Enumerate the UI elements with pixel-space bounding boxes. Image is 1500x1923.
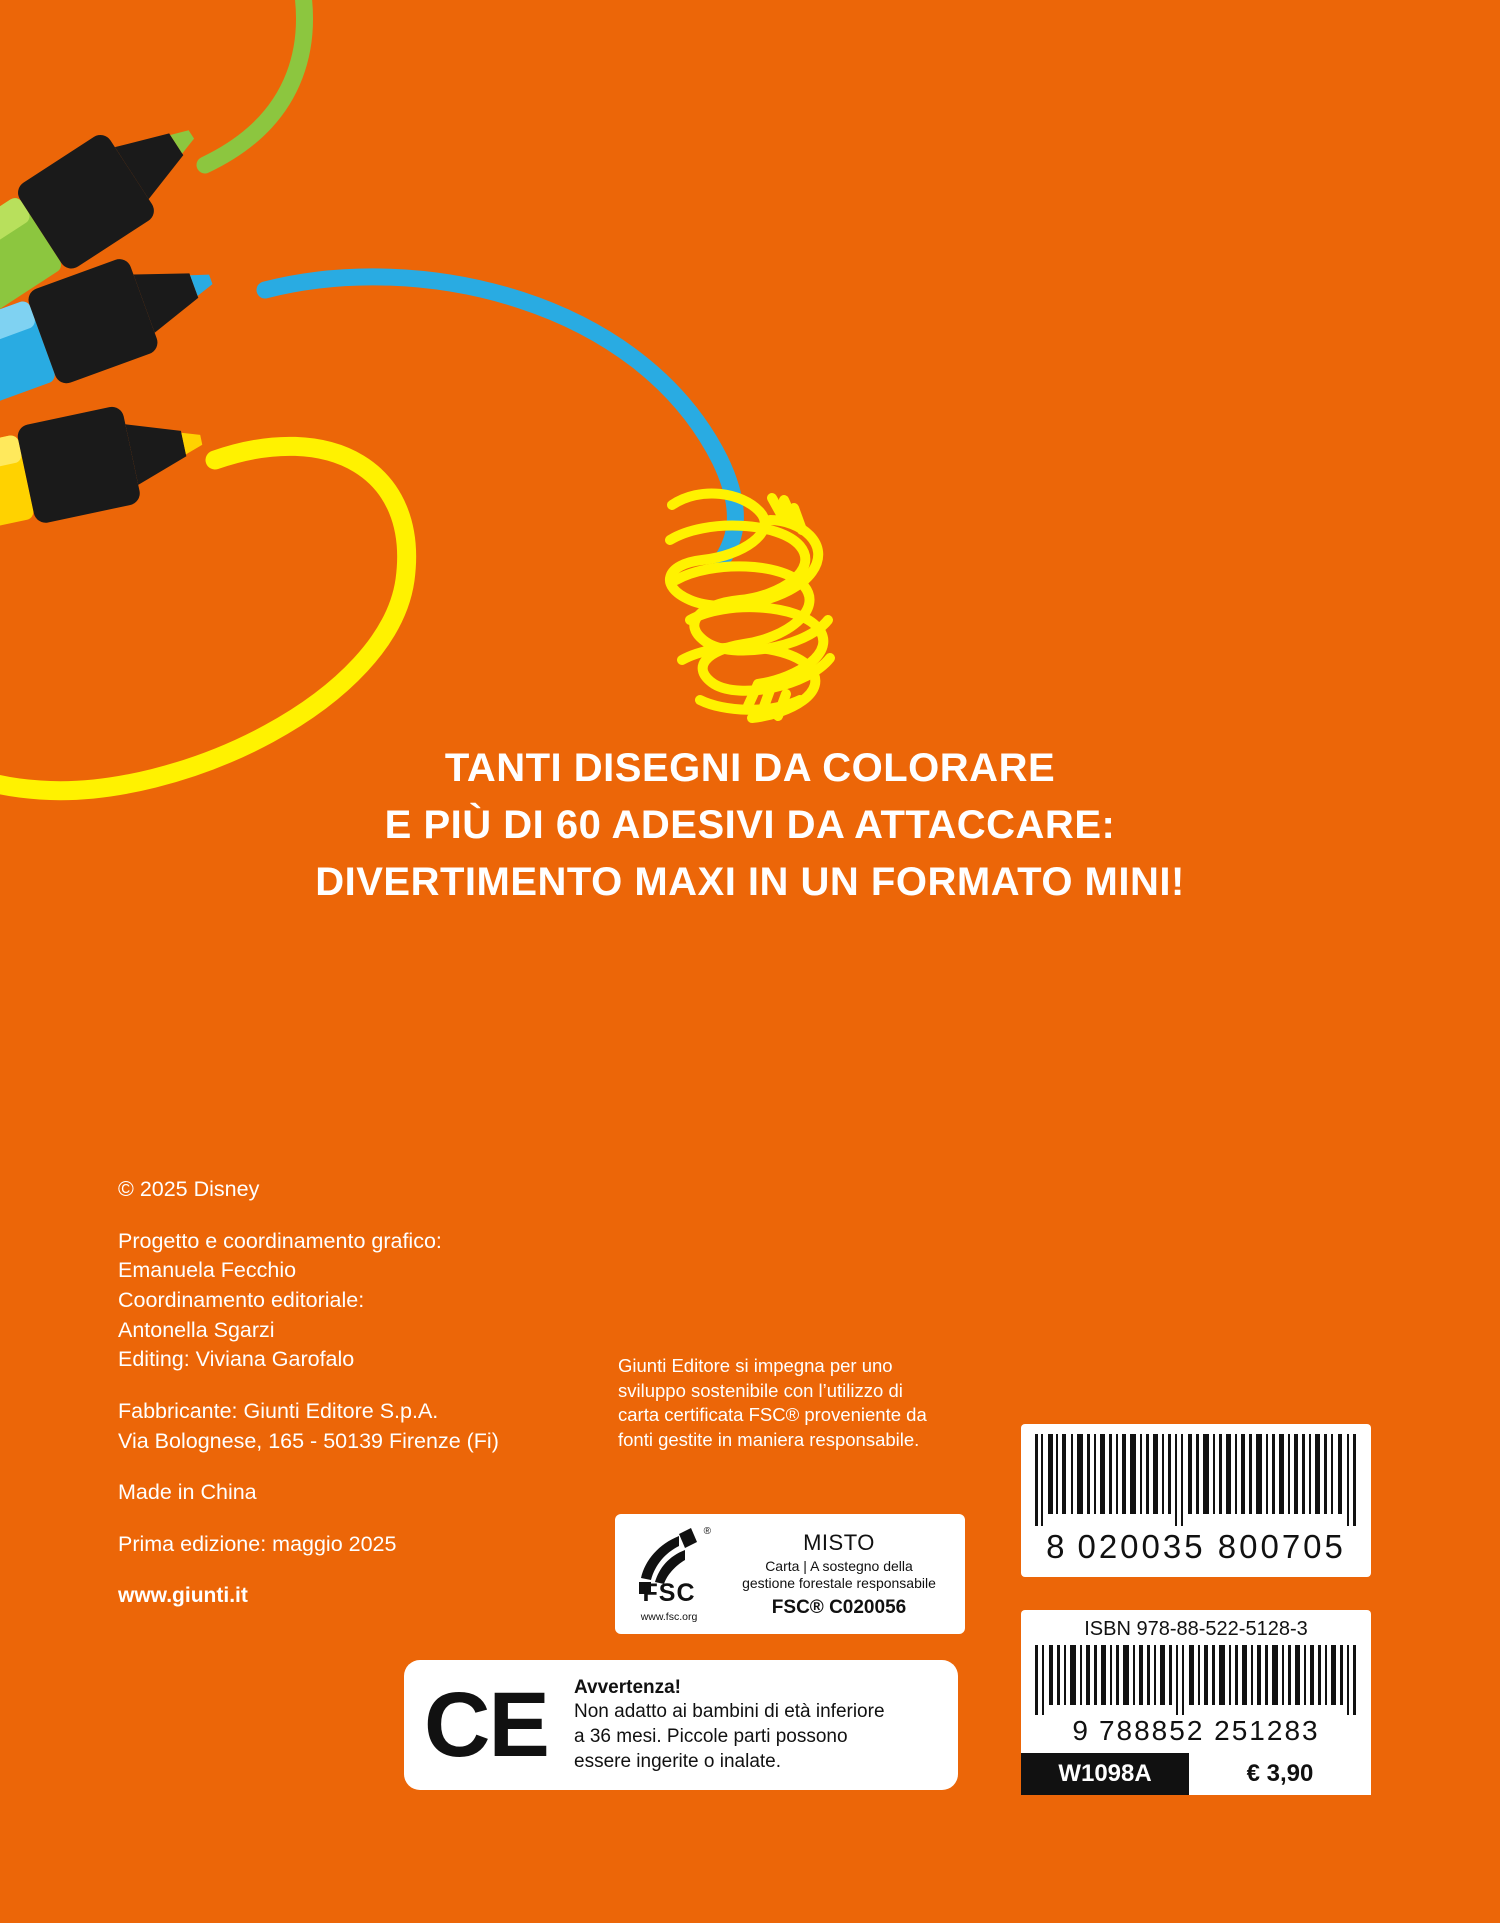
- sustainability-note: Giunti Editore si impegna per uno sviluppo sostenibile con l’utilizzo di carta certificata FSC® proveniente da fonti gestite in maniera responsabile.: [618, 1355, 927, 1450]
- headline-line-2: E PIÙ DI 60 ADESIVI DA ATTACCARE:: [384, 802, 1116, 847]
- headline-line-1: TANTI DISEGNI DA COLORARE: [444, 746, 1056, 790]
- isbn-lead-digit: 9: [1072, 1715, 1090, 1746]
- credits-line-3: Coordinamento editoriale:: [118, 1287, 365, 1312]
- price-row: [1021, 1753, 1371, 1795]
- ean-lead-digit: 8: [1046, 1528, 1068, 1565]
- fsc-logo-icon: [621, 1520, 717, 1628]
- ean-barcode-box: [1021, 1424, 1371, 1577]
- copyright-line: © 2025 Disney: [118, 1177, 260, 1201]
- product-code: W1098A: [1021, 1753, 1189, 1795]
- headline-line-3: DIVERTIMENTO MAXI IN UN FORMATO MINI!: [315, 859, 1185, 904]
- ce-warning-line-3: essere ingerite o inalate.: [574, 1750, 782, 1772]
- edition-line: Prima edizione: maggio 2025: [118, 1531, 397, 1556]
- price-value: € 3,90: [1189, 1753, 1371, 1795]
- ce-mark-icon: CE: [424, 1674, 548, 1776]
- ce-warning-line-2: a 36 mesi. Piccole parti possono: [574, 1726, 848, 1747]
- isbn-barcode-box: [1021, 1610, 1371, 1795]
- colophon: [118, 1175, 638, 1611]
- manufacturer-line-1: Fabbricante: Giunti Editore S.p.A.: [118, 1398, 439, 1423]
- isbn-main-digits: 788852 251283: [1098, 1715, 1320, 1746]
- fsc-registered-mark: ®: [703, 1526, 711, 1537]
- fsc-title: MISTO: [803, 1529, 875, 1555]
- isbn-label: ISBN 978-88-522-5128-3: [1084, 1618, 1308, 1640]
- credits-line-5: Editing: Viviana Garofalo: [118, 1347, 355, 1372]
- credits-line-2: Emanuela Fecchio: [118, 1258, 297, 1283]
- made-in-line: Made in China: [118, 1480, 257, 1505]
- website-link[interactable]: www.giunti.it: [118, 1583, 248, 1607]
- credits-line-4: Antonella Sgarzi: [118, 1317, 275, 1342]
- manufacturer-line-2: Via Bolognese, 165 - 50139 Firenze (Fi): [118, 1428, 499, 1453]
- ce-warning-line-1: Non adatto ai bambini di età inferiore: [574, 1701, 885, 1723]
- fsc-description-line-1: Carta | A sostegno della: [765, 1557, 913, 1574]
- isbn-digits: [1033, 1715, 1359, 1747]
- fsc-code: FSC® C020056: [771, 1596, 907, 1618]
- fsc-logo-text: FSC: [642, 1579, 696, 1607]
- ce-warning-title: Avvertenza!: [574, 1676, 682, 1698]
- fsc-certification-box: [615, 1514, 965, 1634]
- isbn-barcode-icon: [1033, 1645, 1359, 1715]
- fsc-logo-url: www.fsc.org: [640, 1611, 698, 1623]
- manufacturer-block: [118, 1397, 638, 1456]
- fsc-description-line-2: gestione forestale responsabile: [742, 1575, 936, 1591]
- ce-warning-box: [404, 1660, 958, 1790]
- ce-warning-text: [574, 1676, 944, 1775]
- page-title: [0, 740, 1500, 910]
- ean-barcode-icon: [1033, 1434, 1359, 1526]
- credits-line-1: Progetto e coordinamento grafico:: [118, 1228, 442, 1253]
- fsc-info: [717, 1530, 957, 1619]
- credits-block: [118, 1227, 638, 1375]
- ean-main-digits: 020035 800705: [1077, 1528, 1346, 1565]
- ean-digits: [1033, 1528, 1359, 1566]
